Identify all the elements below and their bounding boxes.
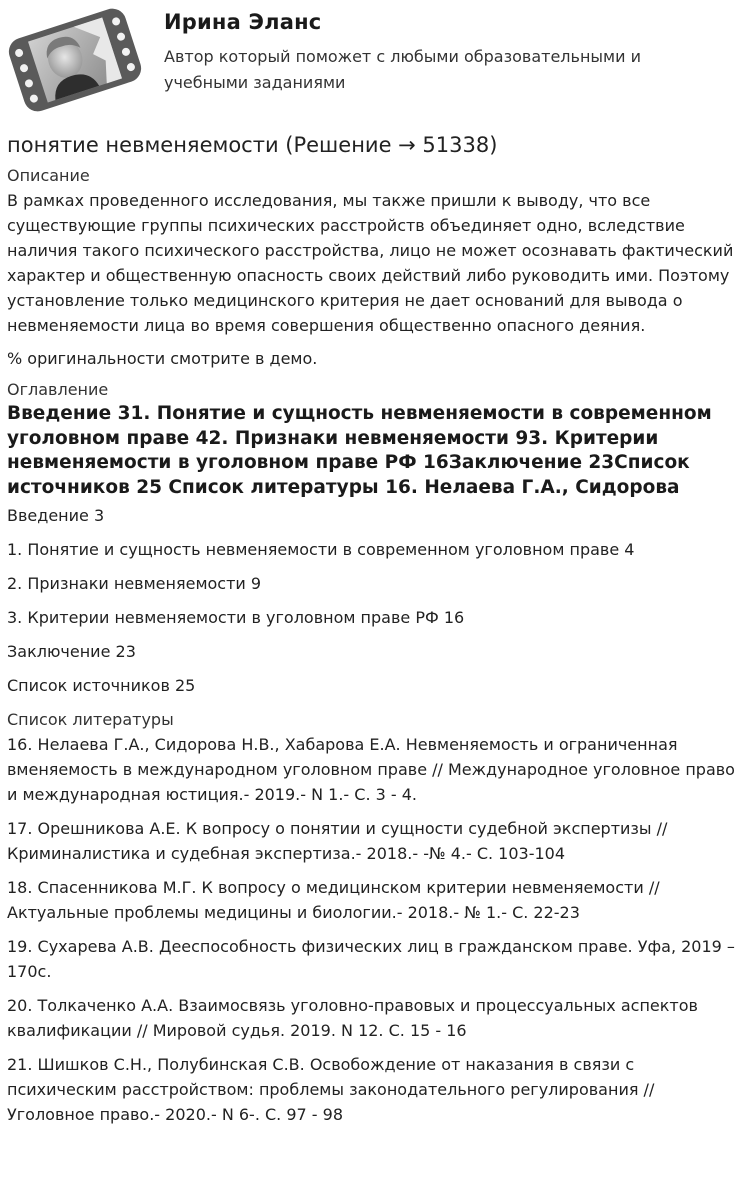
toc-item: 2. Признаки невменяемости 9: [7, 574, 262, 593]
reference-item: 20. Толкаченко А.А. Взаимосвязь уголовно-правовых и процессуальных аспектов квалификации // Мировой судья. 2019. N 12. С. 15 - 16: [7, 996, 698, 1040]
originality-note: % оригинальности смотрите в демо.: [7, 349, 318, 368]
author-avatar: [6, 6, 144, 114]
reference-item: 21. Шишков С.Н., Полубинская С.В. Освобождение от наказания в связи с психическим расстройством: проблемы законодательного регулирования // Уголовное право.- 2020.- N 6-. С. 97 - 98: [7, 1055, 655, 1124]
description-text: В рамках проведенного исследования, мы также пришли к выводу, что все существующие группы психических расстройств объединяет одно, вследствие наличия такого психического расстройства, лицо не может осознавать фактический характер и общественную опасность своих действий либо руководить ими. Поэтому установление только медицинского критерия не дает оснований для вывода о невменяемости лица во время совершения общественно опасного деяния.: [7, 191, 734, 335]
literature-label: Список литературы: [7, 710, 174, 729]
toc-item: 3. Критерии невменяемости в уголовном праве РФ 16: [7, 608, 465, 627]
author-header: [0, 0, 750, 118]
toc-label: Оглавление: [7, 380, 109, 399]
avatar-photo-icon: [6, 6, 144, 114]
toc-summary: Введение 31. Понятие и сущность невменяемости в современном уголовном праве 42. Признаки невменяемости 93. Критерии невменяемости в уголовном праве РФ 16Заключение 23Список источников 25 Список литературы 16. Нелаева Г.А., Сидорова: [7, 403, 712, 498]
reference-item: 16. Нелаева Г.А., Сидорова Н.В., Хабарова Е.А. Невменяемость и ограниченная вменяемость в международном уголовном праве // Международное уголовное право и международная юстиция.- 2019.- N 1.- С. 3 - 4.: [7, 735, 735, 804]
toc-item: 1. Понятие и сущность невменяемости в современном уголовном праве 4: [7, 540, 635, 559]
author-description: Автор который поможет с любыми образовательными и учебными заданиями: [164, 47, 641, 92]
toc-item: Список источников 25: [7, 676, 196, 695]
description-label: Описание: [7, 166, 90, 185]
reference-item: 18. Спасенникова М.Г. К вопросу о медицинском критерии невменяемости // Актуальные проблемы медицины и биологии.- 2018.- № 1.- С. 22-23: [7, 878, 660, 922]
page-title: понятие невменяемости (Решение → 51338): [7, 133, 498, 157]
document-content: [7, 130, 743, 1127]
reference-item: 17. Орешникова А.Е. К вопросу о понятии и сущности судебной экспертизы // Криминалистика и судебная экспертиза.- 2018.- -№ 4.- С. 103-104: [7, 819, 668, 863]
reference-item: 19. Сухарева А.В. Дееспособность физических лиц в гражданском праве. Уфа, 2019 – 170с.: [7, 937, 735, 981]
toc-item: Введение 3: [7, 506, 105, 525]
toc-item: Заключение 23: [7, 642, 136, 661]
author-name: Ирина Эланс: [164, 10, 322, 34]
